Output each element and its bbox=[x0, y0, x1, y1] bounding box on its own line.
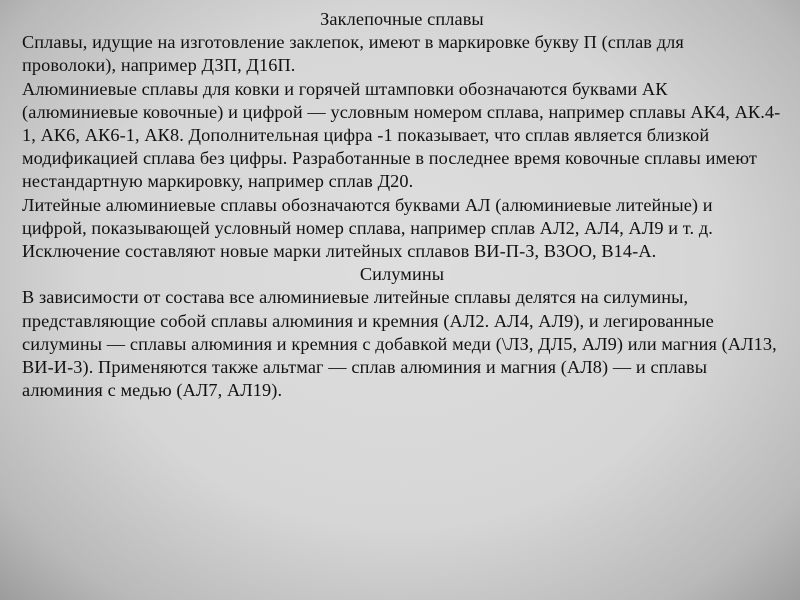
paragraph-rivet-alloys: Сплавы, идущие на изготовление заклепок, имеют в маркировке букву П (сплав для проволоки), например ДЗП, Д16П. bbox=[22, 32, 684, 76]
paragraph-silumins: В зависимости от состава все алюминиевые литейные сплавы делятся на силумины, представляющие собой сплавы алюминия и кремния (АЛ2. АЛ4, АЛ9), и легированные силумины — сплавы алюминия и кремния с добавкой меди (\ЛЗ, ДЛ5, АЛ9) или магния (АЛ13, ВИ-И-3). Применяются также альтмаг — сплав алюминия и магния (АЛ8) — и сплавы алюминия с медью (АЛ7, АЛ19). bbox=[22, 287, 777, 401]
paragraph-casting-alloys: Литейные алюминиевые сплавы обозначаются буквами АЛ (алюминиевые литейные) и цифрой, показывающей условный номер сплава, например сплав АЛ2, АЛ4, АЛ9 и т. д. Исключение составляют новые марки литейных сплавов ВИ-П-З, ВЗОО, В14-А. bbox=[22, 194, 713, 262]
heading-rivet-alloys: Заклепочные сплавы bbox=[320, 9, 484, 29]
heading-silumins: Силумины bbox=[359, 264, 445, 285]
paragraph-forging-alloys: Алюминиевые сплавы для ковки и горячей штамповки обозначаются буквами АК (алюминиевые ковочные) и цифрой — условным номером сплава, например сплавы АК4, АК.4-1, АК6, АК6-1, АК8. Дополнительная цифра -1 показывает, что сплав является близкой модификацией сплава без цифры. Разработанные в последнее время ковочные сплавы имеют нестандартную маркировку, например сплав Д20. bbox=[22, 78, 781, 192]
slide-text-body bbox=[22, 8, 782, 402]
